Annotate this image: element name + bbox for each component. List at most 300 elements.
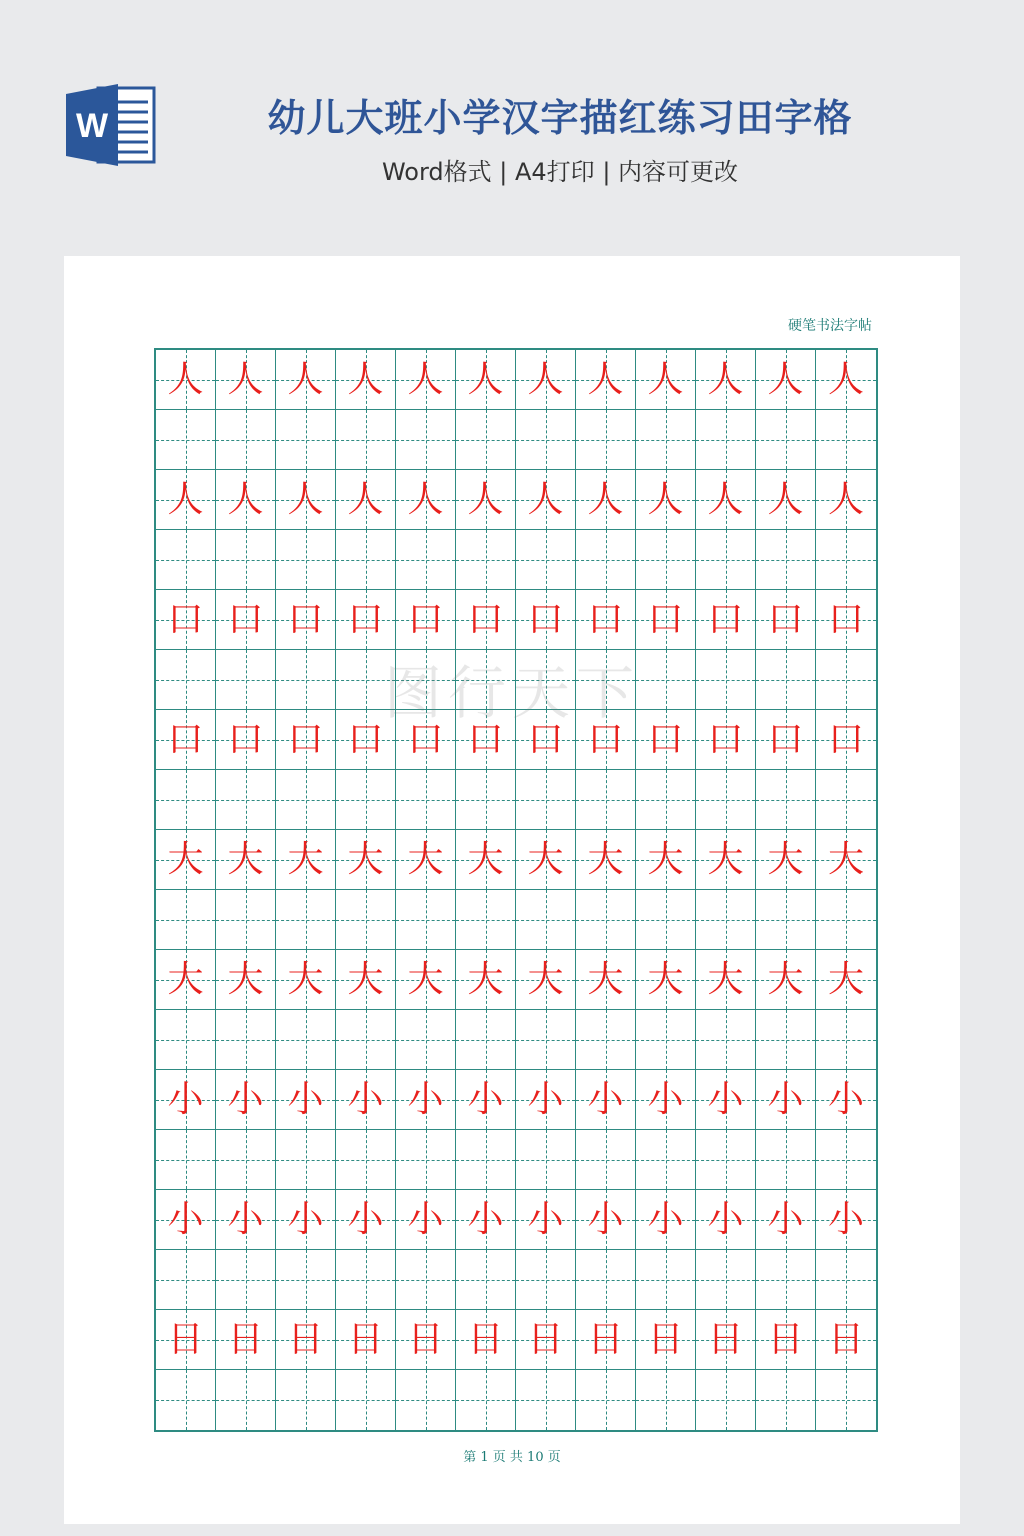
trace-cell: [636, 470, 696, 530]
trace-character: 小: [767, 1198, 804, 1240]
trace-character: 小: [587, 1198, 624, 1240]
trace-cell: [396, 1190, 456, 1250]
blank-cell: [696, 770, 756, 830]
trace-cell: [756, 950, 816, 1010]
trace-cell: [276, 350, 336, 410]
trace-cell: [456, 710, 516, 770]
trace-character: 小: [827, 1198, 864, 1240]
trace-character: 口: [767, 598, 804, 640]
trace-character: 小: [407, 1078, 444, 1120]
page-footer: 第 1 页 共 10 页: [463, 1450, 561, 1465]
trace-cell: [216, 1310, 276, 1370]
blank-cell: [756, 890, 816, 950]
blank-cell: [636, 1370, 696, 1430]
trace-character: 口: [707, 718, 744, 760]
trace-cell: [156, 1070, 216, 1130]
trace-cell: [696, 1070, 756, 1130]
trace-character: 口: [587, 598, 624, 640]
trace-cell: [456, 350, 516, 410]
blank-cell: [216, 770, 276, 830]
trace-character: 口: [407, 598, 444, 640]
blank-cell: [696, 890, 756, 950]
trace-character: 小: [347, 1078, 384, 1120]
trace-cell: [516, 470, 576, 530]
trace-character: 口: [347, 718, 384, 760]
blank-cell: [396, 650, 456, 710]
blank-cell: [516, 1250, 576, 1310]
trace-character: 人: [467, 478, 504, 520]
trace-character: 口: [587, 718, 624, 760]
trace-character: 大: [827, 958, 864, 1000]
trace-character: 口: [827, 718, 864, 760]
blank-cell: [516, 890, 576, 950]
trace-character: 大: [227, 838, 264, 880]
trace-cell: [576, 950, 636, 1010]
trace-character: 人: [227, 358, 264, 400]
blank-cell: [456, 770, 516, 830]
trace-character: 人: [407, 478, 444, 520]
trace-cell: [156, 1310, 216, 1370]
trace-cell: [396, 470, 456, 530]
trace-cell: [816, 830, 876, 890]
trace-character: 人: [827, 478, 864, 520]
trace-cell: [696, 1310, 756, 1370]
blank-cell: [336, 1370, 396, 1430]
trace-character: 日: [767, 1318, 804, 1360]
trace-character: 口: [347, 598, 384, 640]
trace-character: 小: [527, 1198, 564, 1240]
paper-header-label: 硬笔书法字帖: [788, 318, 872, 334]
blank-cell: [576, 530, 636, 590]
blank-cell: [756, 1250, 816, 1310]
blank-cell: [636, 650, 696, 710]
document-page: [64, 256, 960, 1524]
trace-character: 日: [167, 1318, 204, 1360]
trace-character: 人: [647, 358, 684, 400]
trace-character: 小: [227, 1078, 264, 1120]
blank-cell: [396, 1370, 456, 1430]
trace-character: 人: [347, 478, 384, 520]
trace-cell: [756, 1070, 816, 1130]
trace-cell: [576, 1070, 636, 1130]
trace-cell: [636, 830, 696, 890]
trace-cell: [516, 1070, 576, 1130]
blank-cell: [156, 530, 216, 590]
trace-cell: [336, 950, 396, 1010]
trace-cell: [696, 950, 756, 1010]
blank-cell: [516, 1370, 576, 1430]
trace-character: 大: [527, 958, 564, 1000]
trace-character: 大: [647, 838, 684, 880]
blank-cell: [816, 1250, 876, 1310]
trace-character: 大: [407, 958, 444, 1000]
blank-cell: [816, 1010, 876, 1070]
blank-cell: [396, 1250, 456, 1310]
trace-cell: [636, 950, 696, 1010]
trace-cell: [336, 350, 396, 410]
trace-cell: [396, 350, 456, 410]
trace-cell: [756, 470, 816, 530]
trace-character: 口: [167, 598, 204, 640]
trace-character: 人: [287, 478, 324, 520]
blank-cell: [576, 1010, 636, 1070]
blank-cell: [696, 1130, 756, 1190]
blank-cell: [216, 1250, 276, 1310]
blank-cell: [516, 1130, 576, 1190]
blank-cell: [756, 770, 816, 830]
blank-cell: [396, 410, 456, 470]
blank-cell: [456, 410, 516, 470]
trace-character: 人: [707, 478, 744, 520]
blank-cell: [396, 1130, 456, 1190]
trace-character: 人: [827, 358, 864, 400]
trace-character: 口: [827, 598, 864, 640]
trace-cell: [396, 1310, 456, 1370]
trace-cell: [816, 1310, 876, 1370]
blank-cell: [216, 1370, 276, 1430]
trace-character: 人: [467, 358, 504, 400]
trace-character: 人: [287, 358, 324, 400]
blank-cell: [156, 770, 216, 830]
trace-character: 日: [407, 1318, 444, 1360]
trace-cell: [636, 710, 696, 770]
blank-cell: [636, 770, 696, 830]
trace-character: 人: [347, 358, 384, 400]
trace-character: 大: [767, 838, 804, 880]
trace-cell: [396, 1070, 456, 1130]
blank-cell: [456, 1250, 516, 1310]
trace-character: 大: [347, 838, 384, 880]
trace-character: 日: [287, 1318, 324, 1360]
trace-cell: [576, 590, 636, 650]
trace-character: 日: [227, 1318, 264, 1360]
trace-cell: [696, 590, 756, 650]
trace-cell: [756, 1310, 816, 1370]
blank-cell: [276, 1370, 336, 1430]
trace-cell: [576, 830, 636, 890]
blank-cell: [696, 410, 756, 470]
trace-character: 口: [227, 718, 264, 760]
trace-character: 大: [587, 958, 624, 1000]
blank-cell: [816, 890, 876, 950]
blank-cell: [456, 650, 516, 710]
blank-cell: [756, 530, 816, 590]
word-logo-letter: W: [75, 107, 109, 145]
trace-character: 大: [287, 958, 324, 1000]
trace-character: 人: [167, 358, 204, 400]
trace-character: 小: [707, 1078, 744, 1120]
blank-cell: [156, 1370, 216, 1430]
blank-cell: [516, 530, 576, 590]
trace-character: 小: [587, 1078, 624, 1120]
blank-cell: [696, 1370, 756, 1430]
blank-cell: [576, 1250, 636, 1310]
blank-cell: [156, 1010, 216, 1070]
trace-character: 口: [647, 598, 684, 640]
trace-cell: [456, 1070, 516, 1130]
trace-cell: [516, 830, 576, 890]
blank-cell: [696, 650, 756, 710]
trace-character: 大: [347, 958, 384, 1000]
trace-character: 小: [347, 1198, 384, 1240]
trace-cell: [276, 830, 336, 890]
blank-cell: [456, 530, 516, 590]
page-title: 幼儿大班小学汉字描红练习田字格: [267, 96, 853, 140]
trace-cell: [816, 710, 876, 770]
trace-cell: [576, 1190, 636, 1250]
trace-character: 大: [827, 838, 864, 880]
trace-cell: [156, 350, 216, 410]
blank-cell: [516, 770, 576, 830]
blank-cell: [156, 890, 216, 950]
trace-character: 小: [647, 1198, 684, 1240]
trace-cell: [216, 950, 276, 1010]
trace-character: 人: [527, 358, 564, 400]
trace-cell: [696, 470, 756, 530]
trace-cell: [216, 470, 276, 530]
trace-character: 人: [767, 478, 804, 520]
trace-cell: [216, 710, 276, 770]
blank-cell: [336, 1010, 396, 1070]
trace-character: 人: [647, 478, 684, 520]
blank-cell: [636, 1010, 696, 1070]
trace-character: 大: [467, 838, 504, 880]
trace-character: 大: [527, 838, 564, 880]
trace-character: 小: [167, 1198, 204, 1240]
blank-cell: [336, 410, 396, 470]
trace-character: 小: [287, 1198, 324, 1240]
blank-cell: [396, 890, 456, 950]
trace-cell: [396, 830, 456, 890]
blank-cell: [636, 530, 696, 590]
blank-cell: [816, 1370, 876, 1430]
word-logo-icon: [64, 80, 158, 170]
trace-character: 小: [467, 1198, 504, 1240]
blank-cell: [276, 890, 336, 950]
trace-character: 大: [707, 838, 744, 880]
trace-cell: [456, 590, 516, 650]
blank-cell: [276, 530, 336, 590]
blank-cell: [456, 1010, 516, 1070]
trace-character: 口: [467, 718, 504, 760]
trace-cell: [576, 1310, 636, 1370]
trace-cell: [816, 590, 876, 650]
trace-character: 人: [707, 358, 744, 400]
trace-cell: [636, 1310, 696, 1370]
blank-cell: [696, 530, 756, 590]
trace-character: 人: [587, 358, 624, 400]
trace-cell: [816, 470, 876, 530]
trace-cell: [516, 950, 576, 1010]
blank-cell: [276, 1130, 336, 1190]
trace-cell: [216, 1190, 276, 1250]
trace-character: 大: [647, 958, 684, 1000]
blank-cell: [636, 1130, 696, 1190]
trace-cell: [396, 590, 456, 650]
trace-character: 小: [647, 1078, 684, 1120]
trace-character: 小: [167, 1078, 204, 1120]
blank-cell: [576, 1130, 636, 1190]
trace-cell: [276, 710, 336, 770]
trace-character: 大: [587, 838, 624, 880]
trace-character: 人: [767, 358, 804, 400]
blank-cell: [396, 530, 456, 590]
trace-character: 日: [587, 1318, 624, 1360]
trace-cell: [756, 590, 816, 650]
trace-cell: [456, 470, 516, 530]
blank-cell: [456, 1130, 516, 1190]
trace-cell: [276, 1070, 336, 1130]
trace-cell: [636, 350, 696, 410]
blank-cell: [216, 1010, 276, 1070]
trace-cell: [636, 1070, 696, 1130]
blank-cell: [336, 890, 396, 950]
blank-cell: [336, 650, 396, 710]
blank-cell: [276, 650, 336, 710]
blank-cell: [516, 650, 576, 710]
trace-cell: [156, 590, 216, 650]
trace-cell: [216, 1070, 276, 1130]
trace-cell: [216, 350, 276, 410]
blank-cell: [396, 1010, 456, 1070]
trace-cell: [696, 710, 756, 770]
page-subtitle: Word格式 | A4打印 | 内容可更改: [381, 158, 739, 186]
trace-cell: [336, 830, 396, 890]
trace-cell: [276, 470, 336, 530]
trace-cell: [516, 590, 576, 650]
trace-cell: [156, 830, 216, 890]
trace-cell: [696, 350, 756, 410]
blank-cell: [576, 1370, 636, 1430]
trace-cell: [156, 950, 216, 1010]
trace-cell: [336, 590, 396, 650]
blank-cell: [276, 770, 336, 830]
trace-character: 口: [647, 718, 684, 760]
trace-cell: [156, 710, 216, 770]
blank-cell: [576, 650, 636, 710]
trace-character: 大: [407, 838, 444, 880]
trace-cell: [756, 830, 816, 890]
trace-cell: [516, 350, 576, 410]
blank-cell: [276, 1250, 336, 1310]
trace-character: 小: [527, 1078, 564, 1120]
trace-cell: [456, 830, 516, 890]
trace-cell: [336, 1310, 396, 1370]
trace-cell: [576, 710, 636, 770]
trace-cell: [456, 1310, 516, 1370]
trace-character: 口: [767, 718, 804, 760]
trace-character: 小: [407, 1198, 444, 1240]
blank-cell: [456, 890, 516, 950]
trace-cell: [336, 710, 396, 770]
blank-cell: [816, 410, 876, 470]
trace-cell: [756, 350, 816, 410]
trace-character: 小: [467, 1078, 504, 1120]
blank-cell: [216, 530, 276, 590]
trace-cell: [516, 1310, 576, 1370]
blank-cell: [156, 1130, 216, 1190]
trace-character: 日: [347, 1318, 384, 1360]
trace-character: 小: [287, 1078, 324, 1120]
trace-character: 口: [527, 718, 564, 760]
blank-cell: [756, 1370, 816, 1430]
trace-cell: [456, 950, 516, 1010]
trace-cell: [336, 1070, 396, 1130]
trace-character: 大: [767, 958, 804, 1000]
blank-cell: [576, 770, 636, 830]
trace-character: 小: [827, 1078, 864, 1120]
blank-cell: [576, 410, 636, 470]
trace-cell: [216, 590, 276, 650]
blank-cell: [576, 890, 636, 950]
trace-character: 大: [707, 958, 744, 1000]
trace-character: 小: [707, 1198, 744, 1240]
trace-cell: [216, 830, 276, 890]
trace-cell: [696, 1190, 756, 1250]
trace-cell: [396, 950, 456, 1010]
trace-cell: [396, 710, 456, 770]
trace-character: 口: [227, 598, 264, 640]
trace-character: 口: [287, 598, 324, 640]
trace-cell: [816, 350, 876, 410]
trace-character: 日: [647, 1318, 684, 1360]
blank-cell: [756, 1130, 816, 1190]
trace-cell: [756, 1190, 816, 1250]
trace-character: 口: [407, 718, 444, 760]
trace-cell: [576, 350, 636, 410]
blank-cell: [696, 1250, 756, 1310]
trace-cell: [816, 1190, 876, 1250]
blank-cell: [756, 410, 816, 470]
trace-cell: [696, 830, 756, 890]
trace-cell: [276, 950, 336, 1010]
blank-cell: [636, 890, 696, 950]
trace-character: 日: [467, 1318, 504, 1360]
trace-cell: [816, 1070, 876, 1130]
trace-character: 人: [407, 358, 444, 400]
trace-character: 日: [827, 1318, 864, 1360]
blank-cell: [636, 410, 696, 470]
trace-character: 大: [467, 958, 504, 1000]
blank-cell: [816, 650, 876, 710]
blank-cell: [216, 410, 276, 470]
blank-cell: [816, 770, 876, 830]
trace-character: 人: [227, 478, 264, 520]
trace-character: 大: [167, 838, 204, 880]
blank-cell: [516, 410, 576, 470]
trace-character: 口: [527, 598, 564, 640]
blank-cell: [636, 1250, 696, 1310]
blank-cell: [516, 1010, 576, 1070]
trace-character: 日: [707, 1318, 744, 1360]
trace-character: 小: [767, 1078, 804, 1120]
trace-cell: [636, 590, 696, 650]
trace-cell: [276, 1310, 336, 1370]
blank-cell: [756, 1010, 816, 1070]
blank-cell: [276, 410, 336, 470]
trace-character: 人: [527, 478, 564, 520]
blank-cell: [276, 1010, 336, 1070]
trace-character: 口: [707, 598, 744, 640]
blank-cell: [156, 410, 216, 470]
blank-cell: [396, 770, 456, 830]
trace-character: 人: [167, 478, 204, 520]
trace-cell: [516, 1190, 576, 1250]
trace-cell: [276, 1190, 336, 1250]
blank-cell: [816, 530, 876, 590]
watermark: 图行天下: [384, 659, 641, 727]
blank-cell: [336, 530, 396, 590]
